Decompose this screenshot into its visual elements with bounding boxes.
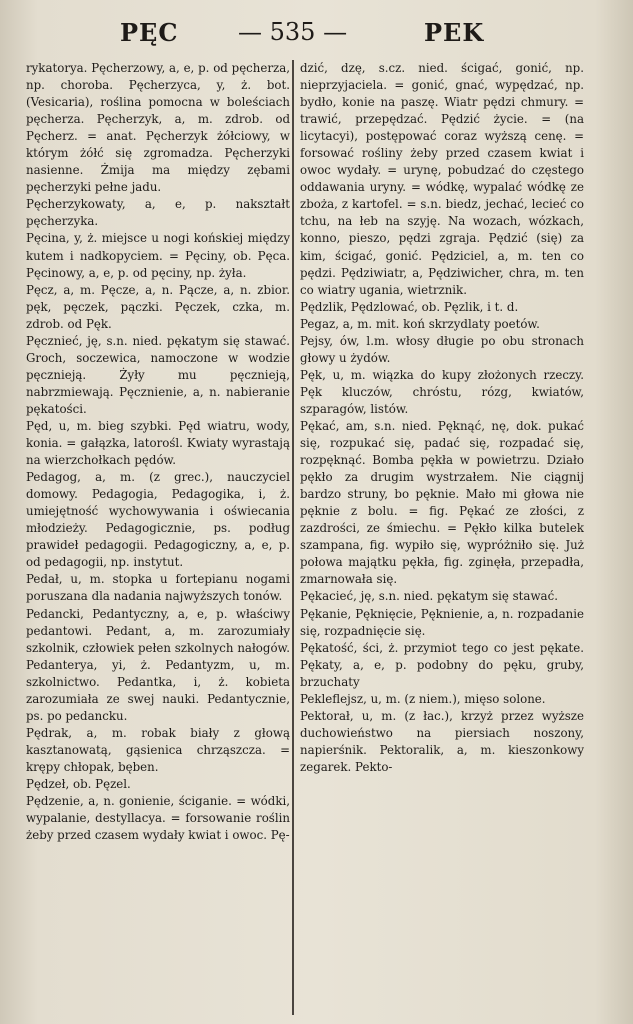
- entry: Pęk, u, m. wiązka do kupy złożonych rzeczy. Pęk kluczów, chróstu, rózg, kwiatów, szparagów, listów.: [300, 367, 584, 416]
- entry: Pedagog, a, m. (z grec.), nauczyciel domowy. Pedagogia, Pedagogika, i, ż. umiejętność wychowywania i oświecania młodzieży. Pedagogicznie, ps. podług prawideł pedagogii. Pedagogiczny, a, e, p. od pedagogii, np. instytut.: [26, 470, 290, 570]
- entry: Pęcz, a, m. Pęcze, a, n. Pącze, a, n. zbior. pęk, pęczek, pączki. Pęczek, czka, m. zdrob. od Pęk.: [26, 282, 290, 331]
- entry: Pekleflejsz, u, m. (z niem.), mięso solone.: [300, 691, 546, 706]
- running-header: [0, 18, 633, 52]
- entry: Pędzenie, a, n. gonienie, ściganie. = wódki, wypalanie, destyllacya. = forsowanie roślin żeby przed czasem wydały kwiat i owoc. Pę-: [26, 794, 290, 843]
- column-divider: [292, 60, 294, 1015]
- right-column: [300, 60, 584, 1010]
- entry: Pejsy, ów, l.m. włosy długie po obu stronach głowy u żydów.: [300, 333, 584, 365]
- entry: Pęd, u, m. bieg szybki. Pęd wiatru, wody, konia. = gałązka, latorośl. Kwiaty wyrastają na wierzchołkach pędów.: [26, 418, 290, 468]
- left-column: [26, 60, 290, 1010]
- entry: Pedał, u, m. stopka u fortepianu nogami poruszana dla nadania najwyższych tonów.: [26, 572, 290, 604]
- entry: Pękatość, ści, ż. przymiot tego co jest pękate. Pękaty, a, e, p. podobny do pęku, gruby, brzuchaty: [300, 640, 584, 689]
- entry: Pęcina, y, ż. miejsce u nogi końskiej między kutem i nadkopyciem. = Pęciny, ob. Pęca. Pęcinowy, a, e, p. od pęciny, np. żyła.: [26, 231, 290, 280]
- entry: Pęcznieć, ję, s.n. nied. pękatym się stawać. Groch, soczewica, namoczone w wodzie pęcznieją. Żyły mu pęcznieją, nabrzmiewają. Pęcznienie, a, n. nabieranie pękatości.: [26, 333, 290, 416]
- left-guide-word: PĘC: [120, 18, 179, 47]
- entry: dzić, dzę, s.cz. nied. ścigać, gonić, np. nieprzyjaciela. = gonić, gnać, wypędzać, np. bydło, konie na paszę. Wiatr pędzi chmury. = trawić, przepędzać. Pędzić życie. = (na licytacyi), postępować coraz wyższą cenę. = forsować rośliny żeby przed czasem kwiat i owoc wydały. = urynę, pobudzać do częstego oddawania uryny. = wódkę, wypalać wódkę ze zboża, z kartofel. = s.n. biedz, jechać, lecieć co tchu, na łeb na szyję. Na wozach, wózkach, konno, pieszo, pędzi zgraja. Pędzić (się) za kim, ścigać, gonić. Pędziciel, a, m. ten co pędzi. Pędziwiatr, a, Pędziwicher, chra, m. ten co wiatry ugania, wietrznik.: [300, 61, 584, 297]
- page-number: — 535 —: [238, 18, 348, 46]
- entry: Pędzlik, Pędzlować, ob. Pęzlik, i t. d.: [300, 299, 519, 314]
- entry: Pęcherzykowaty, a, e, p. nakształt pęcherzyka.: [26, 197, 290, 229]
- entry: Pękać, am, s.n. nied. Pęknąć, nę, dok. pukać się, rozpukać się, padać się, rozpadać się, rozpęknąć. Bomba pękła w powietrzu. Działo pękło za drugim wystrzałem. Nie ciągnij bardzo struny, bo pęknie. Mało mi głowa nie pęknie z bolu. = fig. Pękać ze złości, z zazdrości, ze śmiechu. = Pękło kilka butelek szampana, fig. wypiło się, wypróżniło się. Już połowa majątku pękła, fig. zginęła, przepadła, zmarnowała się.: [300, 418, 584, 587]
- right-guide-word: PEK: [424, 18, 485, 47]
- entry: Pędrak, a, m. robak biały z głową kasztanowatą, gąsienica chrząszcza. = krępy chłopak, bęben.: [26, 725, 290, 774]
- entry: rykatorya. Pęcherzowy, a, e, p. od pęcherza, np. choroba. Pęcherzyca, y, ż. bot. (Vesicaria), roślina pomocna w boleściach pęcherza. Pęcherzyk, a, m. zdrob. od Pęcherz. = anat. Pęcherzyk żółciowy, w którym żółć się zgromadza. Pęcherzyki nasienne. Żmija ma między zębami pęcherzyki pełne jadu.: [26, 61, 290, 195]
- entry: Pędzeł, ob. Pęzel.: [26, 776, 131, 791]
- entry: Pektorał, u, m. (z łac.), krzyż przez wyższe duchowieństwo na piersiach noszony, napierśnik. Pektoralik, a, m. kieszonkowy zegarek. Pekto-: [300, 708, 584, 774]
- entry: Pękacieć, ję, s.n. nied. pękatym się stawać.: [300, 589, 558, 604]
- entry: Pedancki, Pedantyczny, a, e, p. właściwy pedantowi. Pedant, a, m. zarozumiały szkolnik, człowiek pełen szkolnych nałogów. Pedanterya, yi, ż. Pedantyzm, u, m. szkolnictwo. Pedantka, i, ż. kobieta zarozumiała ze swej nauki. Pedantycznie, ps. po pedancku.: [26, 606, 290, 723]
- entry: Pegaz, a, m. mit. koń skrzydlaty poetów.: [300, 316, 540, 331]
- entry: Pękanie, Pęknięcie, Pęknienie, a, n. rozpadanie się, rozpadnięcie się.: [300, 606, 584, 638]
